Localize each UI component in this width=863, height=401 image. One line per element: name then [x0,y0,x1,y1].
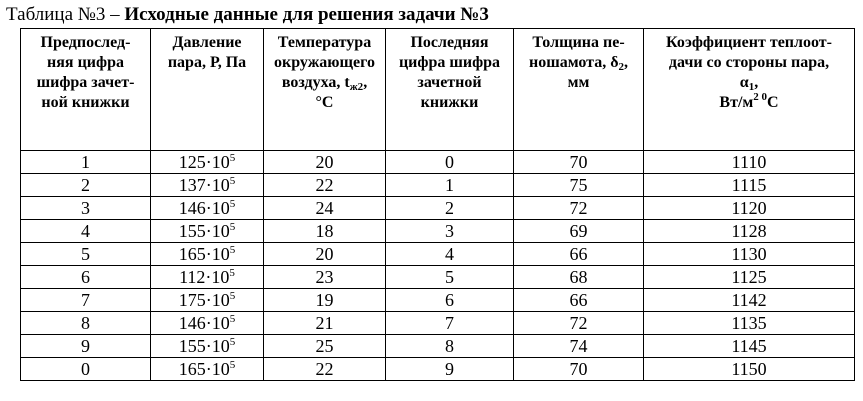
table-row [21,151,855,174]
cell-thickness: 72 [514,197,644,220]
pressure-exponent: 5 [229,336,236,348]
pressure-exponent: 5 [229,198,236,210]
cell-last-digit: 7 [386,312,514,335]
cell-last-digit: 3 [386,220,514,243]
table-row [21,289,855,312]
pressure-exponent: 5 [229,267,235,279]
cell-temp: 23 [264,266,386,289]
header-heat-coefficient [644,29,855,151]
cell-temp: 19 [264,289,386,312]
header-thickness [514,29,644,151]
pressure-base: ·10 [205,175,230,195]
source-data-table [20,28,855,381]
cell-pressure [151,197,264,220]
header-line [644,93,854,113]
cell-thickness: 68 [514,266,644,289]
cell-coef: 1115 [644,174,855,197]
table-row [21,266,855,289]
pressure-base: ·10 [205,290,230,310]
pressure-mantissa: 125 [178,152,206,172]
header-text: α [739,74,749,91]
cell-prev-digit: 0 [21,358,151,381]
cell-last-digit: 5 [386,266,514,289]
pressure-exponent: 5 [229,359,236,371]
header-line [644,73,854,93]
cell-pressure [151,220,264,243]
cell-thickness: 69 [514,220,644,243]
pressure-exponent: 5 [229,244,236,256]
cell-prev-digit: 5 [21,243,151,266]
pressure-exponent: 5 [229,313,236,325]
cell-last-digit: 8 [386,335,514,358]
header-line [264,73,385,93]
pressure-base: ·10 [205,244,230,264]
header-line: ной книжки [41,94,130,111]
cell-last-digit: 4 [386,243,514,266]
header-line: Температура [277,34,372,51]
cell-thickness: 74 [514,335,644,358]
cell-pressure [151,289,264,312]
header-prev-digit [21,29,151,151]
table-row [21,358,855,381]
cell-temp: 22 [264,174,386,197]
pressure-base: ·10 [205,267,230,287]
cell-temp: 21 [264,312,386,335]
header-text: воздуха, t [281,74,350,91]
cell-temp: 20 [264,243,386,266]
pressure-mantissa: 146 [178,313,206,333]
header-text: Вт/м [719,94,754,111]
header-line: Давление [172,34,242,51]
cell-temp: 24 [264,197,386,220]
header-line: Толщина пе- [532,34,625,51]
pressure-base: ·10 [205,221,230,241]
table-row [21,312,855,335]
pressure-mantissa: 137 [178,175,206,195]
header-line: мм [567,74,590,91]
caption-prefix: Таблица №3 – [6,4,125,25]
cell-temp: 18 [264,220,386,243]
cell-coef: 1150 [644,358,855,381]
cell-temp: 20 [264,151,386,174]
table-row [21,243,855,266]
header-line: Коэффициент теплоот- [666,34,832,51]
cell-thickness: 72 [514,312,644,335]
header-text: С [767,94,779,111]
pressure-mantissa: 165 [178,359,206,379]
cell-last-digit: 1 [386,174,514,197]
pressure-exponent: 5 [229,290,236,302]
table-row [21,174,855,197]
pressure-base: ·10 [205,336,230,356]
cell-thickness: 70 [514,151,644,174]
header-superscript: 2 0 [753,91,768,103]
header-line: шифра зачет- [36,74,135,91]
header-line: книжки [420,94,479,111]
cell-pressure [151,243,264,266]
table-row [21,197,855,220]
cell-prev-digit: 3 [21,197,151,220]
cell-temp: 25 [264,335,386,358]
header-line: няя цифра [47,54,124,71]
header-line: пара, Р, Па [167,54,247,71]
pressure-base: ·10 [205,359,230,379]
cell-last-digit: 2 [386,197,514,220]
header-text: , [624,54,629,71]
pressure-base: ·10 [205,198,230,218]
pressure-exponent: 5 [229,152,236,164]
cell-prev-digit: 9 [21,335,151,358]
cell-coef: 1125 [644,266,855,289]
cell-coef: 1135 [644,312,855,335]
cell-thickness: 66 [514,289,644,312]
cell-coef: 1120 [644,197,855,220]
cell-prev-digit: 1 [21,151,151,174]
cell-last-digit: 0 [386,151,514,174]
header-text: , [754,74,759,91]
pressure-base: ·10 [205,313,230,333]
cell-prev-digit: 6 [21,266,151,289]
table-body [21,151,855,381]
cell-coef: 1110 [644,151,855,174]
header-line [514,53,643,73]
cell-thickness: 75 [514,174,644,197]
cell-pressure [151,174,264,197]
cell-pressure [151,151,264,174]
header-pressure [151,29,264,151]
header-line: дачи со стороны пара, [668,54,830,71]
cell-coef: 1145 [644,335,855,358]
cell-prev-digit: 7 [21,289,151,312]
table-row [21,220,855,243]
table-row [21,335,855,358]
header-line: °С [315,94,334,111]
cell-prev-digit: 8 [21,312,151,335]
header-line: цифра шифра [398,54,501,71]
cell-thickness: 66 [514,243,644,266]
cell-coef: 1130 [644,243,855,266]
header-row [21,29,855,151]
cell-pressure [151,266,264,289]
pressure-mantissa: 155 [178,336,206,356]
pressure-mantissa: 112 [179,267,206,287]
header-last-digit [386,29,514,151]
table-caption [6,4,489,26]
pressure-mantissa: 165 [178,244,206,264]
pressure-mantissa: 146 [178,198,206,218]
cell-pressure [151,312,264,335]
header-subscript: 2 [618,61,625,73]
header-subscript: ж2 [349,81,364,93]
cell-coef: 1142 [644,289,855,312]
pressure-exponent: 5 [229,221,236,233]
cell-last-digit: 6 [386,289,514,312]
pressure-base: ·10 [205,152,230,172]
header-subscript: 1 [748,81,755,93]
cell-coef: 1128 [644,220,855,243]
cell-pressure [151,358,264,381]
cell-thickness: 70 [514,358,644,381]
caption-title: Исходные данные для решения задачи №3 [124,4,489,25]
cell-pressure [151,335,264,358]
header-temperature [264,29,386,151]
header-line: Последняя [410,34,489,51]
header-line: Предпослед- [40,34,131,51]
cell-prev-digit: 4 [21,220,151,243]
header-text: , [363,74,368,91]
header-line: зачетной [417,74,482,91]
pressure-exponent: 5 [229,175,236,187]
cell-temp: 22 [264,358,386,381]
header-text: ношамота, δ [528,54,619,71]
pressure-mantissa: 175 [178,290,206,310]
pressure-mantissa: 155 [178,221,206,241]
cell-last-digit: 9 [386,358,514,381]
cell-prev-digit: 2 [21,174,151,197]
header-line: окружающего [274,54,375,71]
